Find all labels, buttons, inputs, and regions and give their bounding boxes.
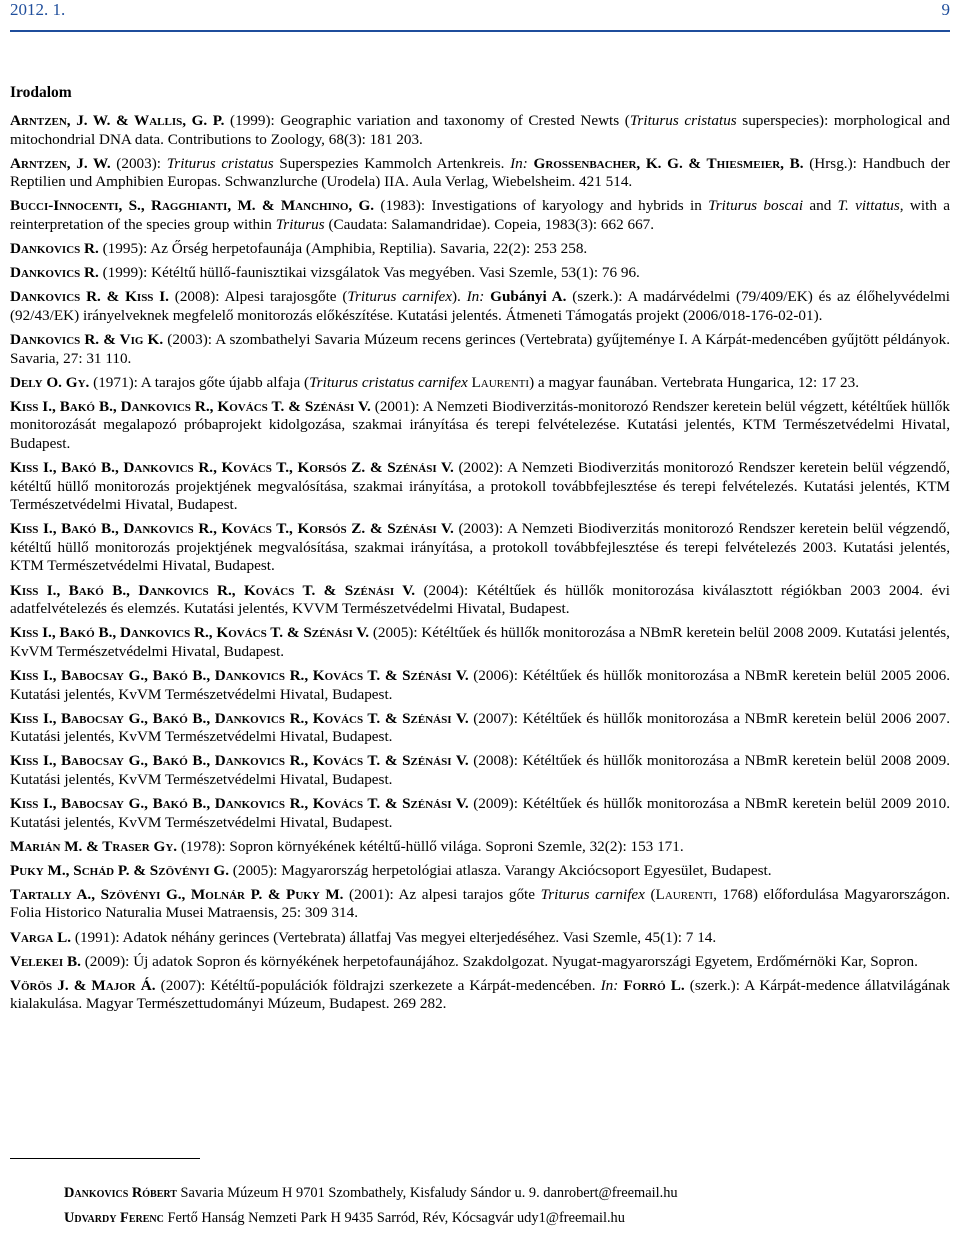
reference-italic: Triturus carnifex [347, 288, 452, 306]
reference-authors: Forró L. [623, 976, 685, 994]
reference-authors: Puky M., Schád P. & Szövényi G. [10, 861, 229, 879]
reference-authors: Arntzen, J. W. [10, 154, 111, 172]
reference-text: Superspezies Kammolch Artenkreis. [273, 154, 511, 172]
reference-text: , 1768) előfordulása Magyarországon. Folia Historico Naturalia Musei Matraensis, 25: 309 314. [10, 885, 950, 922]
reference-text: and [803, 197, 838, 215]
reference-entry [10, 240, 950, 259]
reference-entry [10, 459, 950, 515]
reference-authority: Laurenti [655, 885, 714, 903]
reference-entry [10, 520, 950, 576]
reference-entry [10, 795, 950, 832]
reference-text: (2009): Kétéltűek és hüllők monitorozása a NBmR keretein belül 2009 2010. Kutatási jelentés, KvVM Természetvédelmi Hivatal, Budapest. [10, 795, 950, 831]
reference-authors: Dankovics R. & Kiss I. [10, 288, 169, 306]
reference-italic: T. vittatus [837, 197, 900, 215]
reference-text: (2008): Kétéltűek és hüllők monitorozása a NBmR keretein belül 2008 2009. Kutatási jelentés, KvVM Természetvédelmi Hivatal, Budapest. [10, 752, 950, 788]
reference-entry [10, 838, 950, 857]
reference-entry [10, 155, 950, 192]
reference-text: (2002): A Nemzeti Biodiverzitás monitorozó Rendszer keretein belül végzendő, kétéltű hüllő monitorozás projektjének megvalósítása, szakmai irányítása, a protokoll továbbfejlesztése és terepi felvételezés. Kutatási jelentés, KTM Természetvédelmi Hivatal, Budapest. [10, 459, 950, 514]
reference-entry [10, 953, 950, 972]
reference-authors: Dankovics R. [10, 240, 99, 258]
author-address-1 [64, 1185, 678, 1202]
reference-text: (1999): Geographic variation and taxonomy of Crested Newts ( [224, 112, 630, 129]
reference-authors: Marián M. & Traser Gy. [10, 837, 178, 855]
reference-editor: Gubányi A. [490, 288, 567, 306]
reference-authors: Arntzen, J. W. & Wallis, G. P. [10, 112, 225, 129]
reference-text: (Hrsg.): Handbuch der Reptilien und Amphibien Europas. Schwanzlurche (Urodela) IIA. Aula Verlag, Wiebelsheim. 421 514. [10, 154, 951, 191]
reference-text: (szerk.): A Kárpát-medence állatvilágának kialakulása. Magyar Természettudományi Múzeum, Budapest. 269 282. [10, 976, 951, 1013]
reference-text: (Caudata: Salamandridae). Copeia, 1983(3): 662 667. [324, 215, 655, 233]
reference-text: (2001): A Nemzeti Biodiverzitás-monitorozó Rendszer keretein belül végzett, kétéltűek hüllők monitorozását megalapozó próbaprojekt kidolgozása, szakmai irányítása és terepi felvételezése. Kutatási jelentés, KTM Természetvédelmi Hivatal, Budapest. [10, 397, 950, 452]
reference-text: ) a magyar faunában. Vertebrata Hungarica, 12: 17 23. [529, 373, 859, 391]
reference-authors: Dankovics R. & Vig K. [10, 330, 164, 348]
page-header [10, 0, 950, 22]
reference-entry [10, 862, 950, 881]
reference-italic: Triturus cristatus [166, 154, 274, 172]
reference-text: , with a reinterpretation of the species group within [10, 197, 950, 233]
author-contact-2: Fertő Hanság Nemzeti Park H 9435 Sarród, Rév, Kócsagvár udy1@freemail.hu [167, 1210, 625, 1226]
reference-authors: Vörös J. & Major Á. [10, 976, 156, 994]
page-number: 9 [941, 0, 950, 19]
header-rule [10, 30, 950, 32]
reference-entry [10, 582, 950, 619]
reference-text: (2004): Kétéltűek és hüllők monitorozása kiválasztott régiókban 2003 2004. évi adatfelvételezés és elemzés. Kutatási jelentés, KVVM Természetvédelmi Hivatal, Budapest. [10, 581, 950, 618]
reference-entry [10, 624, 950, 661]
reference-text: ( [644, 885, 656, 903]
reference-italic: In: [600, 976, 619, 994]
reference-text: (2006): Kétéltűek és hüllők monitorozása a NBmR keretein belül 2005 2006. Kutatási jelentés, KvVM Természetvédelmi Hivatal, Budapest. [10, 666, 950, 703]
issue-date: 2012. 1. [10, 0, 66, 19]
reference-authors: Dankovics R. [10, 264, 99, 282]
reference-authors: Kiss I., Babocsay G., Bakó B., Dankovics R., Kovács T. & Szénási V. [10, 666, 469, 684]
reference-entry [10, 977, 950, 1014]
reference-text: superspecies): morphological and mitochondrial DNA data. Contributions to Zoology, 68(3): 181 203. [10, 112, 950, 148]
reference-authors: Kiss I., Babocsay G., Bakó B., Dankovics R., Kovács T. & Szénási V. [10, 752, 469, 770]
reference-entry [10, 264, 950, 283]
reference-text: (1978): Sopron környékének kétéltű-hüllő világa. Soproni Szemle, 32(2): 153 171. [177, 837, 684, 855]
reference-text: (2008): Alpesi tarajosgőte ( [168, 288, 348, 306]
reference-list [10, 112, 950, 1019]
reference-authors: Kiss I., Bakó B., Dankovics R., Kovács T. & Szénási V. [10, 581, 416, 599]
reference-authors: Kiss I., Bakó B., Dankovics R., Kovács T. & Szénási V. [10, 624, 370, 642]
reference-text: (1971): A tarajos gőte újabb alfaja ( [89, 373, 310, 391]
reference-authority: Laurenti [471, 373, 530, 391]
reference-text: (2007): Kétéltűek és hüllők monitorozása a NBmR keretein belül 2006 2007. Kutatási jelentés, KvVM Természetvédelmi Hivatal, Budapest. [10, 709, 950, 746]
reference-entry [10, 331, 950, 368]
reference-entry [10, 197, 950, 234]
reference-text: (2009): Új adatok Sopron és környékének herpetofaunájához. Szakdolgozat. Nyugat-magyarországi Egyetem, Erdőmérnöki Kar, Sopron. [80, 952, 918, 970]
reference-italic: Triturus [275, 215, 325, 233]
reference-italic: In: [466, 288, 485, 306]
reference-authors: Tartally A., Szövényi G., Molnár P. & Puky M. [10, 885, 344, 903]
reference-authors: Velekei B. [10, 952, 81, 970]
reference-text: (1999): Kétéltű hüllő-faunisztikai vizsgálatok Vas megyében. Vasi Szemle, 53(1): 76 96. [98, 264, 640, 282]
reference-italic: In: [510, 154, 528, 172]
reference-entry [10, 112, 950, 149]
reference-text: (1983): Investigations of karyology and hybrids in [374, 197, 709, 215]
reference-text: (2005): Magyarország herpetológiai atlasza. Varangy Akciócsoport Egyesület, Budapest. [229, 861, 772, 879]
reference-italic: Triturus cristatus [629, 112, 737, 129]
reference-italic: Triturus carnifex [540, 885, 645, 903]
author-name-2: Udvardy Ferenc [64, 1210, 164, 1226]
reference-authors: Kiss I., Babocsay G., Bakó B., Dankovics R., Kovács T. & Szénási V. [10, 709, 469, 727]
reference-entry [10, 710, 950, 747]
reference-entry [10, 752, 950, 789]
reference-text: (2001): Az alpesi tarajos gőte [343, 885, 541, 903]
reference-entry [10, 667, 950, 704]
reference-entry [10, 374, 950, 393]
section-title: Irodalom [10, 84, 72, 101]
reference-text: (2003): [110, 154, 167, 172]
reference-text: (2005): Kétéltűek és hüllők monitorozása a NBmR keretein belül 2008 2009. Kutatási jelentés, KvVM Természetvédelmi Hivatal, Budapest. [10, 624, 950, 660]
reference-entry [10, 398, 950, 454]
reference-entry [10, 288, 950, 325]
reference-text: (1995): Az Őrség herpetofaunája (Amphibia, Reptilia). Savaria, 22(2): 253 258. [98, 240, 588, 258]
reference-entry [10, 929, 950, 948]
footer-rule [10, 1158, 200, 1159]
reference-authors: Kiss I., Bakó B., Dankovics R., Kovács T. & Szénási V. [10, 397, 371, 415]
reference-authors: Grossenbacher, K. G. & Thiesmeier, B. [533, 154, 804, 172]
reference-authors: Varga L. [10, 928, 72, 946]
reference-text: (2003): A Nemzeti Biodiverzitás monitorozó Rendszer keretein belül végzendő, kétéltű hüllő monitorozás projektjének megvalósítása, szakmai irányítása, a protokoll továbbfejlesztése és terepi felvételezés 2003. Kutatási jelentés, KTM Természetvédelmi Hivatal, Budapest. [10, 520, 950, 575]
reference-text: (1991): Adatok néhány gerinces (Vertebrata) állatfaj Vas megyei elterjedéséhez. Vasi Szemle, 45(1): 7 14. [71, 928, 717, 946]
reference-authors: Kiss I., Bakó B., Dankovics R., Kovács T., Korsós Z. & Szénási V. [10, 520, 454, 538]
reference-text: ). [451, 288, 467, 306]
reference-authors: Kiss I., Bakó B., Dankovics R., Kovács T., Korsós Z. & Szénási V. [10, 459, 454, 476]
reference-authors: Dely O. Gy. [10, 373, 90, 391]
reference-text: (2007): Kétéltű-populációk földrajzi szerkezete a Kárpát-medencében. [155, 976, 601, 994]
reference-entry [10, 886, 950, 923]
reference-text: (2003): A szombathelyi Savaria Múzeum recens gerinces (Vertebrata) gyűjteménye I. A Kárpát-medencében gyűjtött példányok. Savaria, 27: 31 110. [10, 330, 950, 367]
author-address-2 [64, 1210, 625, 1227]
author-contact-1: Savaria Múzeum H 9701 Szombathely, Kisfaludy Sándor u. 9. danrobert@freemail.hu [180, 1185, 678, 1201]
reference-authors: Bucci-Innocenti, S., Ragghianti, M. & Manchino, G. [10, 197, 375, 215]
author-name-1: Dankovics Róbert [64, 1185, 177, 1201]
reference-authors: Kiss I., Babocsay G., Bakó B., Dankovics R., Kovács T. & Szénási V. [10, 795, 469, 812]
reference-text: (szerk.): A madárvédelmi (79/409/EK) és az élőhelyvédelmi (92/43/EK) irányelveknek megfelelő monitorozás előkészítése. Kutatási jelentés. Átmeneti Támogatás projekt (2006/018-176-02-01). [10, 288, 950, 324]
reference-italic: Triturus boscai [708, 197, 804, 215]
reference-italic: Triturus cristatus carnifex [309, 373, 468, 391]
